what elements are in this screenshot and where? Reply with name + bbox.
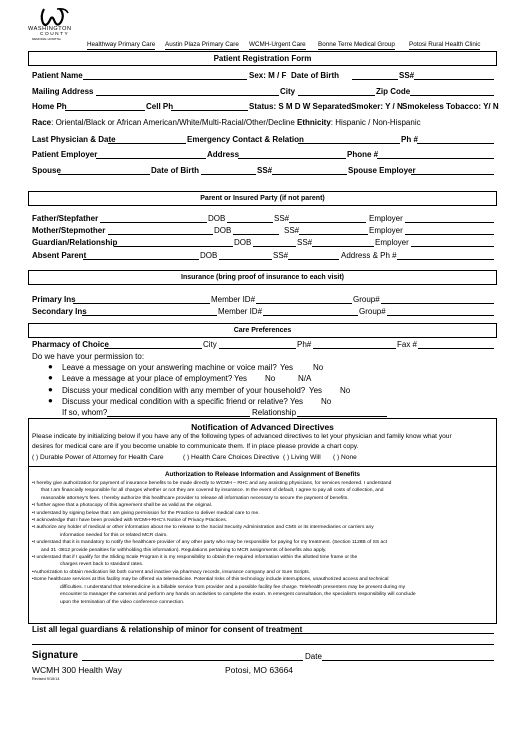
clinic-urgent-care: WCMH-Urgent Care [249,41,306,48]
mother-employer-field[interactable] [405,234,494,235]
absent-parent-address-label: Address & Ph # [341,251,397,260]
none-option[interactable]: ( ) None [333,454,357,461]
q2-na-option[interactable]: N/A [298,374,312,383]
q4-no-option[interactable]: No [321,397,332,406]
primary-member-id-field[interactable] [256,303,352,304]
marital-status: Status: S M D W Separated [249,102,352,111]
last-physician-label: Last Physician & Date [32,135,116,144]
emergency-phone-field[interactable] [417,143,494,144]
auth-line: encounter to manager the cameras and perform any hands on activities to complete the exam. In emergent consultation, the specialist’s responsibility will conclude [60,592,416,598]
advance-directives-text-1: Please indicate by initializing below if you have any of the following types of advanced directives to let your physician and family know what your [32,433,452,440]
absent-parent-field[interactable] [83,259,199,260]
q3-yes-option[interactable]: Yes [309,386,323,395]
father-ssn-label: SS# [274,214,290,223]
auth-line: •I understand by signing below that I am giving permission for the Practice to deliver medical care to me. [32,510,260,516]
auth-line: upon the termination of the video conference connection. [60,599,185,605]
employer-phone-label: Phone # [347,150,379,159]
spouse-employer-field[interactable] [411,174,494,175]
mailing-address-label: Mailing Address [32,87,94,96]
secondary-group-field[interactable] [387,315,494,316]
clinic-bonne-terre: Bonne Terre Medical Group [318,41,395,48]
absent-parent-address-field[interactable] [397,259,494,260]
q3-no-option[interactable]: No [340,386,351,395]
pharmacy-fax-field[interactable] [418,348,494,349]
guardian-field[interactable] [114,246,233,247]
spouse-label: Spouse [32,166,61,175]
bullet-icon: ● [48,362,53,371]
date-label: Date [305,652,322,661]
q1-no-option[interactable]: No [313,363,324,372]
employer-address-field[interactable] [238,158,346,159]
spouse-ssn-label: SS# [257,166,273,175]
guardians-field-2[interactable] [32,644,494,645]
bullet-icon: ● [48,396,53,405]
mother-label: Mother/Stepmother [32,226,106,235]
logo-tagline: MEMORIAL HOSPITAL [32,37,62,41]
parent-section-title: Parent or Insured Party (if not parent) [200,194,325,202]
q1-yes-option[interactable]: Yes [280,363,294,372]
bullet-icon: ● [48,385,53,394]
sex-label: Sex: M / F [249,71,287,80]
mailing-address-field[interactable] [96,95,279,96]
patient-employer-label: Patient Employer [32,150,98,159]
last-physician-field[interactable] [108,143,186,144]
mother-dob-label: DOB [214,226,232,235]
cell-phone-field[interactable] [171,110,248,111]
signature-label: Signature [32,650,79,661]
guardian-ssn-field[interactable] [312,246,374,247]
pharmacy-fax-label: Fax # [397,340,418,349]
guardian-employer-label: Employer [375,238,409,247]
if-so-whom-field[interactable] [107,416,250,417]
auth-line: •Authorization to obtain medication list both current and inactive via pharmacy records, insurance company and or Sure Scripts. [32,569,311,575]
permission-q2: Leave a message at your place of employment? [62,374,233,383]
secondary-member-id-field[interactable] [263,315,358,316]
guardian-label: Guardian/Relationship [32,238,118,247]
patient-employer-field[interactable] [96,158,206,159]
auth-line: •I hereby give authorization for payment of insurance benefits to be made directly to WCMH – RHC and any assisting physicians, for services rendered. I understand [32,481,392,486]
patient-name-field[interactable] [83,79,247,80]
clinic-healthway: Healthway Primary Care [87,41,156,48]
auth-line: reasonable attorney’s fees. I hereby authorize this healthcare provider to release all information necessary to secure the payment of benefits. [41,495,349,501]
mother-ssn-field[interactable] [299,234,368,235]
auth-line: •I understand that if I qualify for the Sliding Scale Program it is my responsibility to obtain the required information within the allotted time frame or the [32,555,358,561]
date-field[interactable] [322,660,494,661]
pharmacy-phone-label: Ph# [297,340,312,349]
guardians-label: List all legal guardians & relationship of minor for consent of treatment [32,625,303,634]
dob-label: Date of Birth [291,71,339,80]
spouse-dob-label: Date of Birth [151,166,199,175]
auth-line: •I acknowledge that I have been provided with WCMH-RHC’s Notice of Privacy Practices. [32,518,228,524]
clinic-potosi: Potosi Rural Health Clinic [409,41,481,48]
revised-date: Revised 9/15/14 [32,677,60,681]
home-phone-label: Home Ph [32,102,67,111]
auth-line: charges revert back to standard rates. [60,562,144,568]
primary-member-id-label: Member ID# [211,295,256,304]
pharmacy-city-field[interactable] [219,348,296,349]
ssn-label: SS# [399,71,415,80]
footer-address-street: WCMH 300 Health Way [32,665,122,675]
auth-line: that I am financially responsible for all charges whether or not they are covered by insurance. In the event of default, I agree to pay all costs of collection, and [41,488,384,494]
emergency-contact-field[interactable] [298,143,400,144]
bullet-icon: ● [48,373,53,382]
spouse-ssn-field[interactable] [272,174,347,175]
spouse-field[interactable] [58,174,150,175]
permission-q3: Discuss your medical condition with any member of your household? [62,386,306,395]
footer-address-city: Potosi, MO 63664 [225,665,294,675]
emergency-contact-label: Emergency Contact & Relation [187,135,304,144]
father-label: Father/Stepfather [32,214,99,223]
mother-field[interactable] [108,234,213,235]
father-employer-label: Employer [369,214,403,223]
pharmacy-city-label: City [203,340,217,349]
care-section-title: Care Preferences [233,326,292,334]
cell-phone-label: Cell Ph [146,102,174,111]
relationship-label: Relationship [252,408,297,417]
if-so-whom-label: If so, whom? [62,408,108,417]
absent-parent-ssn-label: SS# [273,251,289,260]
guardian-dob-label: DOB [234,238,252,247]
signature-field[interactable] [82,660,303,661]
primary-group-label: Group# [353,295,380,304]
q2-yes-option[interactable]: Yes [234,374,248,383]
secondary-group-label: Group# [359,307,386,316]
emergency-phone-label: Ph # [401,135,418,144]
auth-line: •I understand that it is mandatory to notify the healthcare provider of any other party who may be responsible for paying for my treatment. (Section 1128B of SS act [32,540,388,546]
auth-line: difficulties. I understand that telemedicine is a billable service from provider and a possible facility fee charge. Telehealth presenters may be present during my [60,584,406,590]
mother-dob-field[interactable] [233,234,279,235]
secondary-ins-field[interactable] [82,315,217,316]
patient-name-label: Patient Name [32,71,83,80]
form-title: Patient Registration Form [213,53,312,63]
guardian-employer-field[interactable] [411,246,494,247]
pharmacy-field[interactable] [104,348,202,349]
absent-parent-dob-field[interactable] [219,259,272,260]
insurance-section-title: Insurance (bring proof of insurance to each visit) [181,273,344,281]
q2-no-option[interactable]: No [265,374,276,383]
permission-q1: Leave a message on your answering machine or voice mail? [62,363,277,372]
auth-line: and 31 -3812 provide penalties for withholding this information). Regulations pertaining to MCR assignments of benefits also apply. [41,547,327,553]
mother-employer-label: Employer [369,226,403,235]
dob-field[interactable] [352,79,398,80]
advance-directives-text-2: desires for medical care are if you become unable to communicate them. If in place please provide a chart copy. [32,443,359,450]
logo-word: WASHINGTON [28,26,72,32]
relationship-field[interactable] [297,416,387,417]
zip-label: Zip Code [376,87,411,96]
father-dob-field[interactable] [227,222,273,223]
smokeless-tobacco: Smokeless Tobacco: Y/ N [402,102,499,111]
permission-q4: Discuss your medical condition with a specific friend or relative? [62,397,288,406]
spouse-employer-label: Spouse Employer [348,166,416,175]
absent-parent-dob-label: DOB [200,251,218,260]
secondary-member-id-label: Member ID# [218,307,263,316]
father-field[interactable] [100,222,207,223]
permission-heading: Do we have your permission to: [32,352,145,361]
absent-parent-ssn-field[interactable] [288,259,339,260]
authorization-text [32,480,497,606]
race-ethnicity: Race: Oriental/Black or African American/White/Multi-Racial/Other/Decline Ethnicity: Hispanic / Non-Hispanic [32,118,421,127]
logo-sub: COUNTY [40,32,70,37]
secondary-ins-label: Secondary Ins [32,307,87,316]
guardians-field[interactable] [291,633,494,634]
pharmacy-phone-field[interactable] [313,348,396,349]
zip-field[interactable] [410,95,494,96]
clinic-austin-plaza: Austin Plaza Primary Care [165,41,239,48]
living-will-option[interactable]: ( ) Living Will [283,454,321,461]
home-phone-field[interactable] [65,110,145,111]
health-care-choices-option[interactable]: ( ) Health Care Choices Directive [183,454,280,461]
auth-line: •I authorize any holder of medical or other information about me to release to the Social Security Administration and CMS or its intermediaries or carriers any [32,525,374,531]
guardian-ssn-label: SS# [297,238,313,247]
auth-line: information needed for this or related MCR claim. [60,532,168,538]
city-field[interactable] [298,95,375,96]
father-ssn-field[interactable] [289,222,366,223]
primary-group-field[interactable] [381,303,494,304]
city-label: City [280,87,296,96]
guardian-dob-field[interactable] [253,246,296,247]
auth-line: •I further agree that a photocopy of this agreement shall be as valid as the original. [32,503,213,509]
father-dob-label: DOB [208,214,226,223]
primary-ins-field[interactable] [73,303,210,304]
authorization-title: Authorization to Release Information and Assignment of Benefits [165,471,360,478]
absent-parent-label: Absent Parent [32,251,87,260]
ssn-field[interactable] [414,79,494,80]
employer-phone-field[interactable] [377,158,494,159]
father-employer-field[interactable] [405,222,494,223]
advance-directives-title: Notification of Advanced Directives [191,422,334,432]
pharmacy-label: Pharmacy of Choice [32,340,109,349]
q4-yes-option[interactable]: Yes [290,397,304,406]
auth-line: •Some healthcare services at this facility may be offered via telemedicine. Potential risks of this technology include interruptions, unauthorized access and technical [32,577,389,583]
spouse-dob-field[interactable] [201,174,256,175]
smoker: Smoker: Y / N [351,102,403,111]
primary-ins-label: Primary Ins [32,295,76,304]
mother-ssn-label: SS# [284,226,300,235]
durable-poa-option[interactable]: ( ) Durable Power of Attorney for Health Care [32,454,164,461]
employer-address-label: Address [207,150,240,159]
